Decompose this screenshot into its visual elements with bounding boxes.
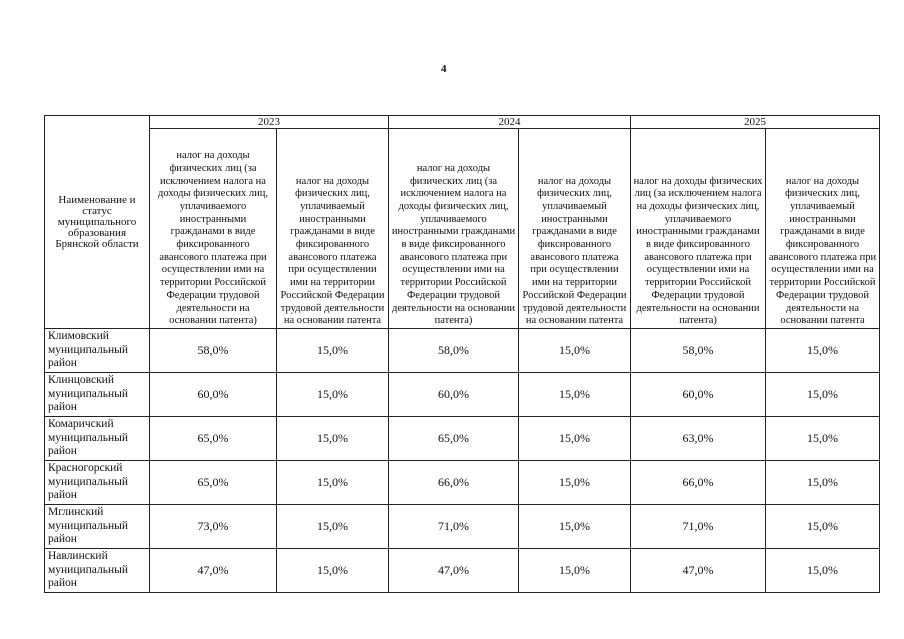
table-row [45, 461, 880, 505]
municipality-name: Клинцовский муниципальный район [45, 373, 150, 417]
table-row [45, 329, 880, 373]
rate-cell: 63,0% [631, 417, 766, 461]
municipality-name: Мглинский муниципальный район [45, 505, 150, 549]
rate-cell: 58,0% [150, 329, 277, 373]
rate-cell: 15,0% [277, 417, 389, 461]
rate-cell: 15,0% [766, 373, 880, 417]
rate-cell: 73,0% [150, 505, 277, 549]
rate-cell: 15,0% [277, 461, 389, 505]
rate-cell: 15,0% [519, 549, 631, 593]
rate-cell: 15,0% [766, 461, 880, 505]
column-header: налог на доходы физических лиц, уплачиваемый иностранными гражданами в виде фиксированного авансового платежа при осуществлении ими на территории Российской Федерации трудовой деятельности на основании патента [766, 129, 880, 329]
rate-cell: 60,0% [150, 373, 277, 417]
rate-cell: 15,0% [277, 329, 389, 373]
rate-cell: 60,0% [389, 373, 519, 417]
year-header: 2025 [631, 116, 880, 129]
rate-cell: 60,0% [631, 373, 766, 417]
rate-cell: 15,0% [766, 505, 880, 549]
rate-cell: 15,0% [766, 329, 880, 373]
tax-rate-table [44, 115, 880, 593]
table-row [45, 417, 880, 461]
column-header: налог на доходы физических лиц (за исключением налога на доходы физических лиц, уплачиваемого иностранными гражданами в виде фиксированного авансового платежа при осуществлении ими на территории Российской Федерации трудовой деятельности на основании патента) [150, 129, 277, 329]
rate-cell: 65,0% [150, 417, 277, 461]
rate-cell: 58,0% [631, 329, 766, 373]
rate-cell: 58,0% [389, 329, 519, 373]
rate-cell: 15,0% [766, 549, 880, 593]
rate-cell: 65,0% [389, 417, 519, 461]
rate-cell: 71,0% [389, 505, 519, 549]
municipality-name: Климовский муниципальный район [45, 329, 150, 373]
rate-cell: 15,0% [519, 329, 631, 373]
rate-cell: 15,0% [277, 549, 389, 593]
rate-cell: 15,0% [519, 505, 631, 549]
column-header: налог на доходы физических лиц, уплачиваемый иностранными гражданами в виде фиксированного авансового платежа при осуществлении ими на территории Российской Федерации трудовой деятельности на основании патента [519, 129, 631, 329]
rate-cell: 65,0% [150, 461, 277, 505]
rate-cell: 15,0% [519, 461, 631, 505]
year-header-row [45, 116, 880, 129]
municipality-name: Комаричский муниципальный район [45, 417, 150, 461]
rate-cell: 15,0% [519, 417, 631, 461]
column-header: налог на доходы физических лиц (за исключением налога на доходы физических лиц, уплачиваемого иностранными гражданами в виде фиксированного авансового платежа при осуществлении ими на территории Российской Федерации трудовой деятельности на основании патента) [389, 129, 519, 329]
year-header: 2023 [150, 116, 389, 129]
rate-cell: 15,0% [519, 373, 631, 417]
rate-cell: 15,0% [766, 417, 880, 461]
column-header: налог на доходы физических лиц, уплачиваемый иностранными гражданами в виде фиксированного авансового платежа при осуществлении ими на территории Российской Федерации трудовой деятельности на основании патента [277, 129, 389, 329]
year-header: 2024 [389, 116, 631, 129]
tax-type-header-row [45, 129, 880, 329]
table-row [45, 373, 880, 417]
rate-cell: 47,0% [389, 549, 519, 593]
page-number: 4 [441, 63, 447, 75]
municipality-name: Навлинский муниципальный район [45, 549, 150, 593]
municipality-name: Красногорский муниципальный район [45, 461, 150, 505]
rate-cell: 15,0% [277, 373, 389, 417]
rate-cell: 47,0% [631, 549, 766, 593]
rate-cell: 66,0% [389, 461, 519, 505]
column-header: налог на доходы физических лиц (за исключением налога на доходы физических лиц, уплачиваемого иностранными гражданами в виде фиксированного авансового платежа при осуществлении ими на территории Российской Федерации трудовой деятельности на основании патента) [631, 129, 766, 329]
table-row [45, 505, 880, 549]
table-row [45, 549, 880, 593]
rate-cell: 47,0% [150, 549, 277, 593]
first-column-header: Наименование и статус муниципального образования Брянской области [45, 116, 150, 329]
rate-cell: 66,0% [631, 461, 766, 505]
rate-cell: 15,0% [277, 505, 389, 549]
rate-cell: 71,0% [631, 505, 766, 549]
